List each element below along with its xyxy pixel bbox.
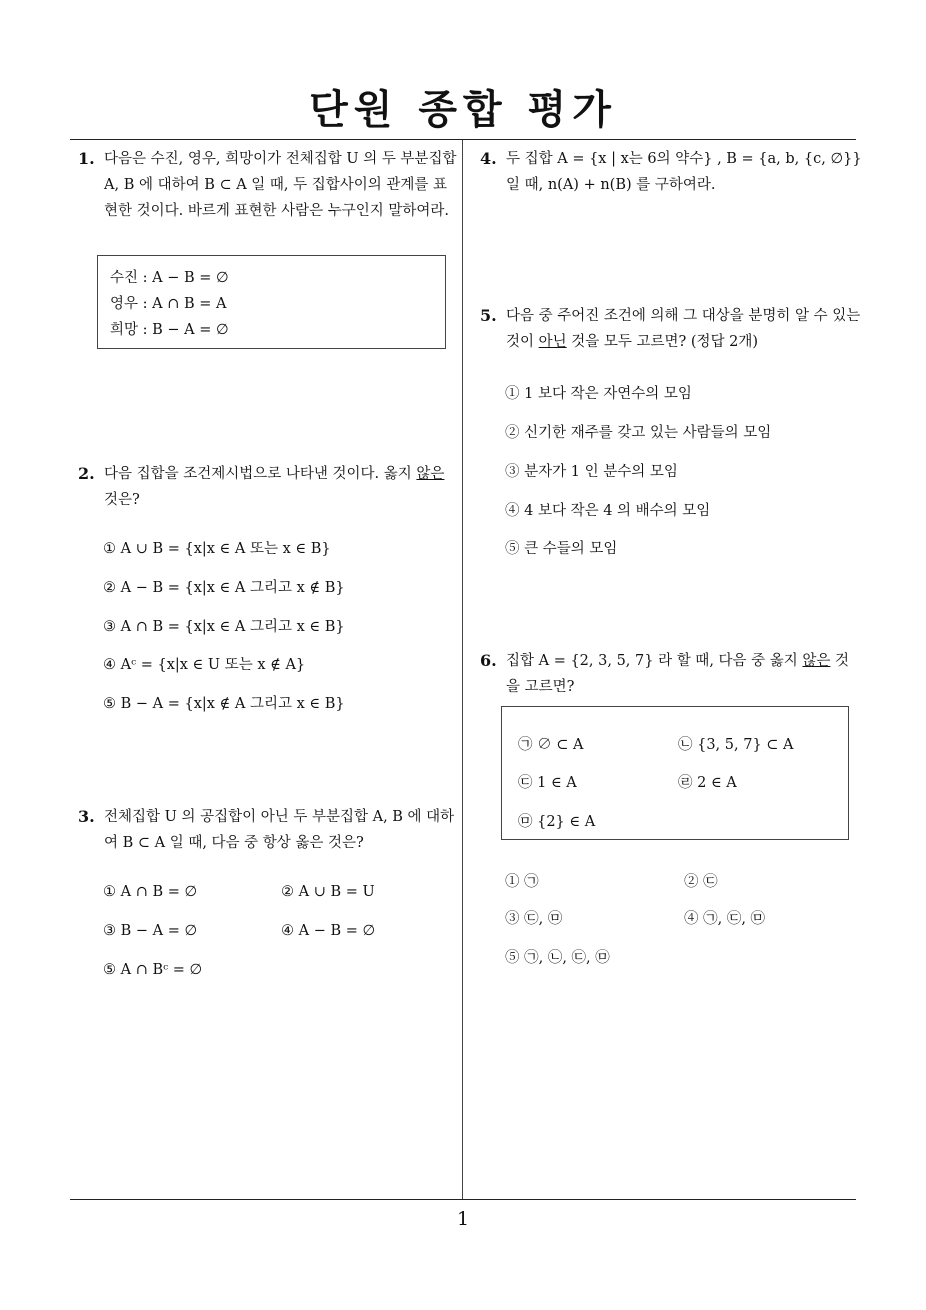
question-6 xyxy=(480,648,862,700)
underlined-text: 않은 xyxy=(416,466,445,482)
question-5 xyxy=(480,303,862,355)
question-text: 다음은 수진, 영우, 희망이가 전체집합 U 의 두 부분집합 A, B 에 대하여 B ⊂ A 일 때, 두 집합사이의 관계를 표현한 것이다. 바르게 표현한 사람은 누구인지 말하여라. xyxy=(104,151,457,219)
option: ② ㉢ xyxy=(684,874,718,890)
top-rule xyxy=(70,139,856,140)
option: ③ ㉢, ㉤ xyxy=(505,911,563,927)
option: ③ A ∩ B = {x|x ∈ A 그리고 x ∈ B} xyxy=(103,619,345,635)
text-part: 것을 모두 고르면? (정답 2개) xyxy=(566,334,759,350)
option: ② A ∪ B = U xyxy=(281,884,375,900)
question-text xyxy=(78,461,458,513)
question-text xyxy=(480,303,862,355)
box-line: ㉤ {2} ∈ A xyxy=(518,814,596,830)
box-line: ㉣ 2 ∈ A xyxy=(678,775,737,791)
question-2 xyxy=(78,461,458,513)
question-number: 4. xyxy=(480,149,497,168)
q1-answer-box xyxy=(97,255,446,349)
option: ① A ∩ B = ∅ xyxy=(103,884,198,900)
question-1 xyxy=(78,146,458,224)
option: ② 신기한 재주를 갖고 있는 사람들의 모임 xyxy=(505,425,772,441)
text-part: 다음 중 주어진 조건에 의해 그 대상을 분명히 알 수 있는 것이 xyxy=(506,308,861,350)
question-4 xyxy=(480,146,862,198)
question-text: 두 집합 A = {x | x는 6의 약수} , B = {a, b, {c, ∅}} 일 때, n(A) + n(B) 를 구하여라. xyxy=(506,151,862,193)
box-line: 영우 : A ∩ B = A xyxy=(110,296,227,312)
box-line: ㉡ {3, 5, 7} ⊂ A xyxy=(678,737,794,753)
question-text: 전체집합 U 의 공집합이 아닌 두 부분집합 A, B 에 대하여 B ⊂ A 일 때, 다음 중 항상 옳은 것은? xyxy=(104,809,455,851)
q6-statement-box xyxy=(501,706,849,840)
box-line: ㉢ 1 ∈ A xyxy=(518,775,577,791)
underlined-text: 않은 xyxy=(802,653,831,669)
option: ① 1 보다 작은 자연수의 모임 xyxy=(505,386,692,402)
option: ⑤ 큰 수들의 모임 xyxy=(505,541,618,557)
question-3 xyxy=(78,804,458,856)
option: ② A − B = {x|x ∈ A 그리고 x ∉ B} xyxy=(103,580,345,596)
column-divider xyxy=(462,140,463,1199)
option: ③ 분자가 1 인 분수의 모임 xyxy=(505,464,678,480)
underlined-text: 아닌 xyxy=(538,334,567,350)
question-number: 2. xyxy=(78,464,95,483)
question-number: 3. xyxy=(78,807,95,826)
option: ① ㉠ xyxy=(505,874,539,890)
question-number: 5. xyxy=(480,306,497,325)
page-title: 단원 종합 평가 xyxy=(309,87,617,133)
option: ④ ㉠, ㉢, ㉤ xyxy=(684,911,766,927)
text-part: 것을 고르면? xyxy=(506,653,850,695)
option: ④ 4 보다 작은 4 의 배수의 모임 xyxy=(505,503,711,519)
text-part: 집합 A = {2, 3, 5, 7} 라 할 때, 다음 중 옳지 xyxy=(506,653,803,669)
question-text xyxy=(480,648,862,700)
bottom-rule xyxy=(70,1199,856,1200)
text-part: 것은? xyxy=(104,492,140,508)
option: ④ Aᶜ = {x|x ∈ U 또는 x ∉ A} xyxy=(103,657,306,673)
question-number: 1. xyxy=(78,149,95,168)
option: ④ A − B = ∅ xyxy=(281,923,376,939)
box-line: 희망 : B − A = ∅ xyxy=(110,322,229,338)
question-number: 6. xyxy=(480,651,497,670)
option: ⑤ ㉠, ㉡, ㉢, ㉤ xyxy=(505,950,610,966)
option: ⑤ B − A = {x|x ∉ A 그리고 x ∈ B} xyxy=(103,696,345,712)
option: ① A ∪ B = {x|x ∈ A 또는 x ∈ B} xyxy=(103,541,331,557)
box-line: 수진 : A − B = ∅ xyxy=(110,270,229,286)
text-part: 다음 집합을 조건제시법으로 나타낸 것이다. 옳지 xyxy=(104,466,417,482)
box-line: ㉠ ∅ ⊂ A xyxy=(518,737,584,753)
option: ⑤ A ∩ Bᶜ = ∅ xyxy=(103,962,203,978)
page-number: 1 xyxy=(456,1208,470,1230)
option: ③ B − A = ∅ xyxy=(103,923,198,939)
